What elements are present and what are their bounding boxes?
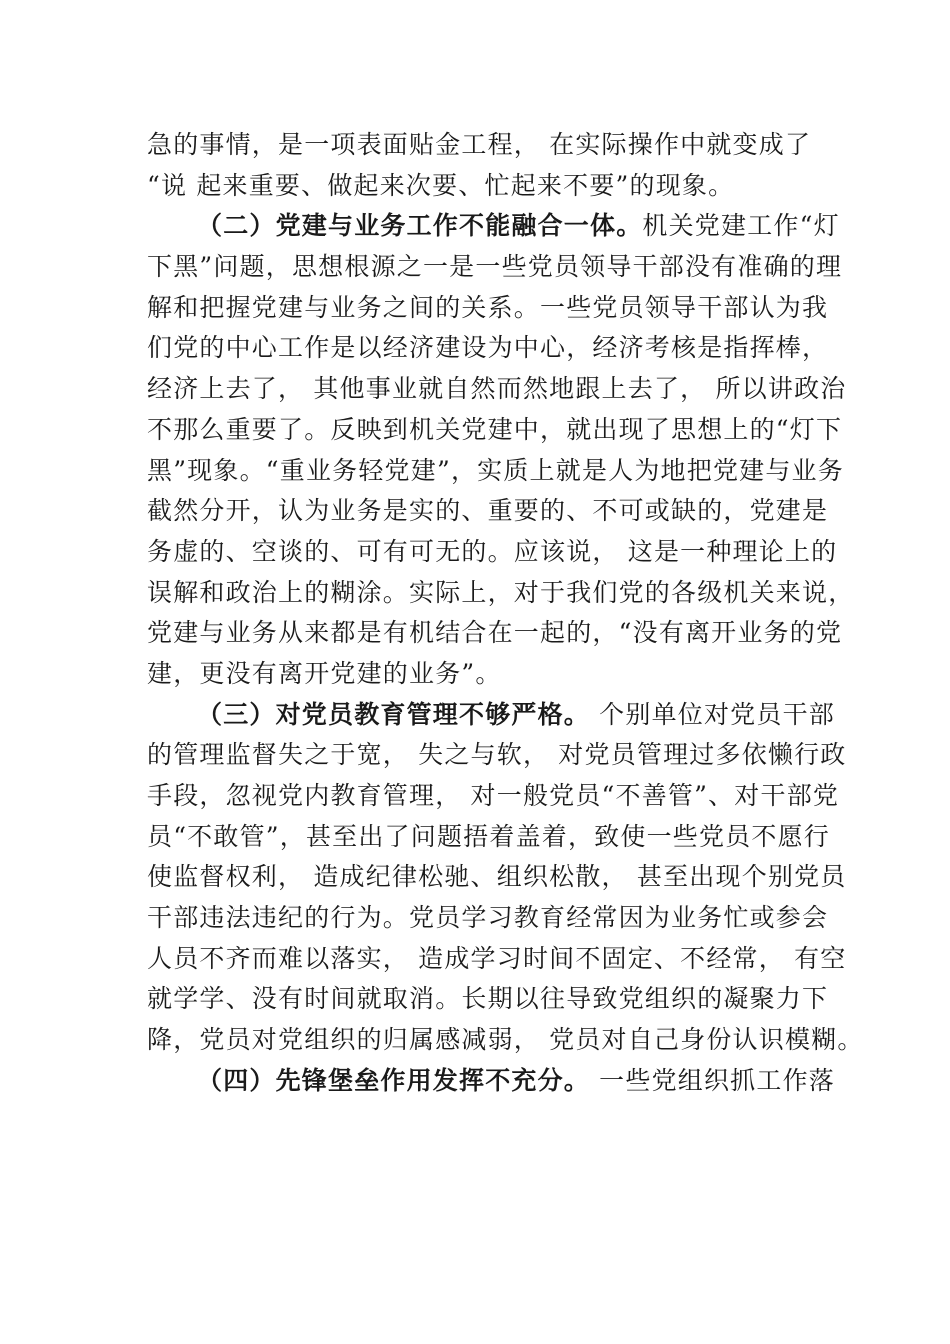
paragraph-3-line-2: 的管理监督失之于宽， 失之与软， 对党员管理过多依懒行政 xyxy=(147,740,847,770)
paragraph-2-line-11: 党建与业务从来都是有机结合在一起的，“没有离开业务的党 xyxy=(147,618,843,648)
paragraph-2-line-3: 解和把握党建与业务之间的关系。一些党员领导干部认为我 xyxy=(147,292,829,322)
paragraph-2-text: 机关党建工作“灯 xyxy=(642,211,840,241)
paragraph-2-line-12: 建，更没有离开党建的业务”。 xyxy=(147,658,502,688)
section-heading-3: （三）对党员教育管理不够严格。 xyxy=(197,699,591,729)
paragraph-3-line-9: 降，党员对党组织的归属感减弱， 党员对自己身份认识模糊。 xyxy=(147,1025,864,1055)
paragraph-1-line-2: “说 起来重要、做起来次要、忙起来不要”的现象。 xyxy=(147,170,735,200)
paragraph-3-line-6: 干部违法违纪的行为。党员学习教育经常因为业务忙或参会 xyxy=(147,903,829,933)
paragraph-4-text: 一些党组织抓工作落 xyxy=(590,1065,835,1095)
paragraph-2-line-1 xyxy=(147,206,840,247)
paragraph-1-line-1: 急的事情，是一项表面贴金工程， 在实际操作中就变成了 xyxy=(147,130,812,159)
paragraph-2-line-10: 误解和政治上的糊涂。实际上，对于我们党的各级机关来说， xyxy=(147,577,855,607)
paragraph-4-line-1 xyxy=(147,1061,835,1102)
paragraph-2-line-7: 黑”现象。“重业务轻党建”，实质上就是人为地把党建与业务 xyxy=(147,455,844,485)
paragraph-2-line-6: 不那么重要了。反映到机关党建中，就出现了思想上的“灯下 xyxy=(147,414,843,444)
paragraph-2-line-4: 们党的中心工作是以经济建设为中心，经济考核是指挥棒， xyxy=(147,333,829,363)
paragraph-3-line-7: 人员不齐而难以落实， 造成学习时间不固定、不经常， 有空 xyxy=(147,943,847,973)
paragraph-2-line-8: 截然分开，认为业务是实的、重要的、不可或缺的，党建是 xyxy=(147,496,829,526)
paragraph-2-line-5: 经济上去了， 其他事业就自然而然地跟上去了， 所以讲政治 xyxy=(147,374,847,404)
section-heading-4: （四）先锋堡垒作用发挥不充分。 xyxy=(197,1065,591,1095)
paragraph-3-line-4: 员“不敢管”，甚至出了问题捂着盖着，致使一些党员不愿行 xyxy=(147,821,830,851)
paragraph-3-line-1 xyxy=(147,695,835,736)
section-heading-2: （二）党建与业务工作不能融合一体。 xyxy=(197,211,643,241)
paragraph-3-text: 个别单位对党员干部 xyxy=(590,699,835,729)
paragraph-3-line-8: 就学学、没有时间就取消。长期以往导致党组织的凝聚力下 xyxy=(147,984,829,1014)
document-body xyxy=(147,125,864,1102)
paragraph-3-line-5: 使监督权利， 造成纪律松驰、组织松散， 甚至出现个别党员 xyxy=(147,862,847,892)
paragraph-2-line-9: 务虚的、空谈的、可有可无的。应该说， 这是一种理论上的 xyxy=(147,536,838,566)
paragraph-2-line-2: 下黑”问题，思想根源之一是一些党员领导干部没有准确的理 xyxy=(147,252,843,282)
paragraph-3-line-3: 手段，忽视党内教育管理， 对一般党员“不善管”、对干部党 xyxy=(147,781,840,810)
